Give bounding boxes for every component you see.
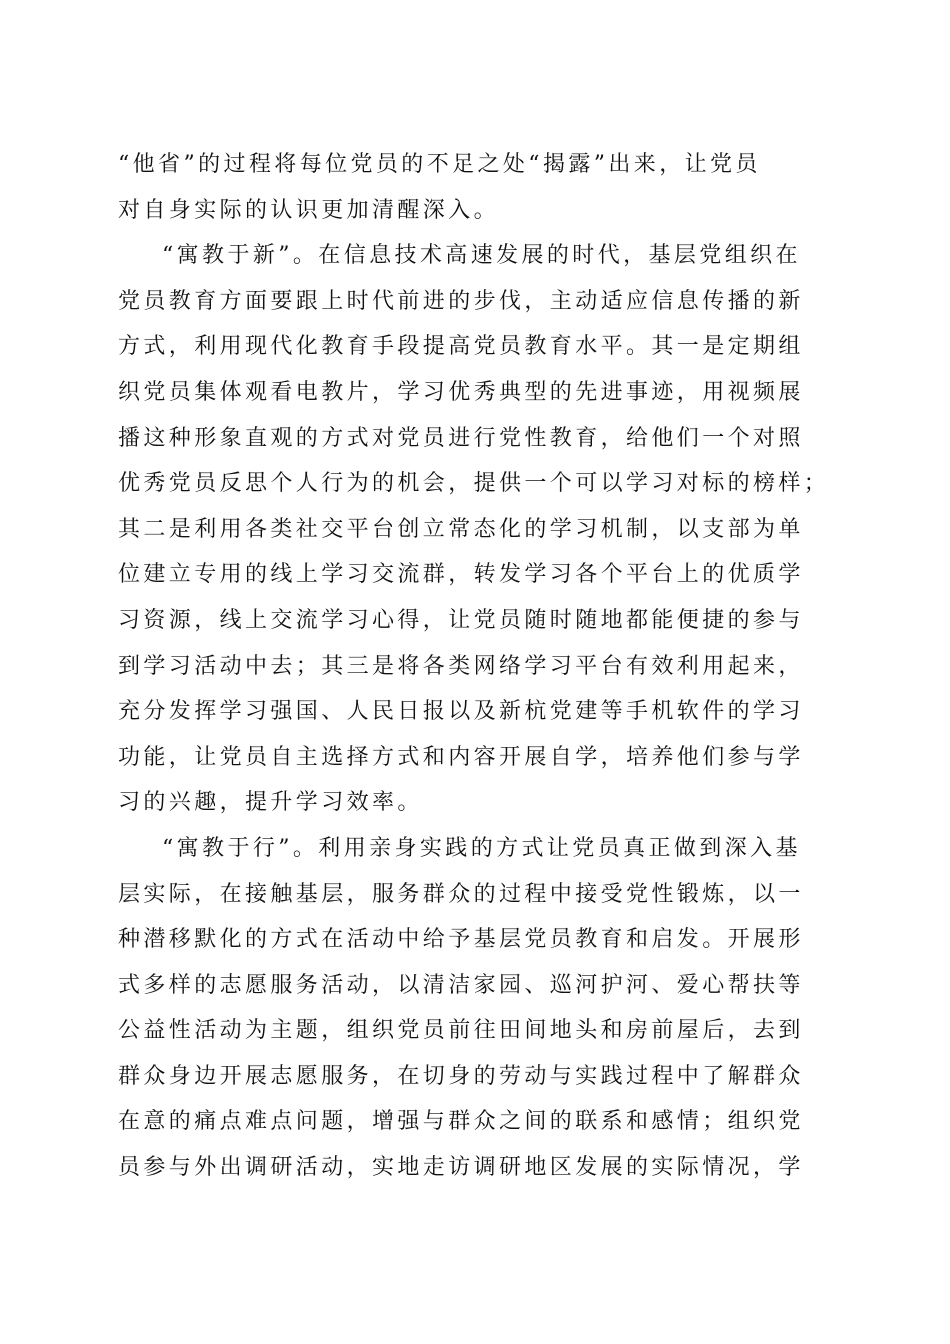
text-line: 方式，利用现代化教育手段提高党员教育水平。其一是定期组: [118, 334, 804, 360]
paragraph-start-line: “寓教于新”。在信息技术高速发展的时代，基层党组织在: [162, 243, 801, 269]
text-line: 员参与外出调研活动，实地走访调研地区发展的实际情况，学: [118, 1155, 804, 1181]
paragraph-start-line: “寓教于行”。利用亲身实践的方式让党员真正做到深入基: [162, 835, 801, 861]
text-line: 优秀党员反思个人行为的机会，提供一个可以学习对标的榜样；: [118, 471, 830, 497]
text-line: 位建立专用的线上学习交流群，转发学习各个平台上的优质学: [118, 562, 804, 588]
text-line: 群众身边开展志愿服务，在切身的劳动与实践过程中了解群众: [118, 1063, 804, 1089]
text-line: “他省”的过程将每位党员的不足之处“揭露”出来，让党员: [118, 152, 761, 177]
document-body: [118, 142, 830, 1191]
text-line: 到学习活动中去；其三是将各类网络学习平台有效利用起来，: [118, 653, 804, 679]
text-line: 在意的痛点难点问题，增强与群众之间的联系和感情；组织党: [118, 1109, 804, 1135]
text-line: 党员教育方面要跟上时代前进的步伐，主动适应信息传播的新: [118, 288, 804, 314]
text-line: 对自身实际的认识更加清醒深入。: [118, 197, 500, 223]
text-line: 其二是利用各类社交平台创立常态化的学习机制，以支部为单: [118, 516, 804, 542]
text-line: 习资源，线上交流学习心得，让党员随时随地都能便捷的参与: [118, 607, 804, 633]
text-line: 织党员集体观看电教片，学习优秀典型的先进事迹，用视频展: [118, 379, 804, 405]
text-line: 功能，让党员自主选择方式和内容开展自学，培养他们参与学: [118, 744, 804, 770]
text-line: 播这种形象直观的方式对党员进行党性教育，给他们一个对照: [118, 425, 804, 451]
text-line: 层实际，在接触基层，服务群众的过程中接受党性锻炼，以一: [118, 881, 804, 907]
text-line: 习的兴趣，提升学习效率。: [118, 790, 423, 816]
text-line: 种潜移默化的方式在活动中给予基层党员教育和启发。开展形: [118, 927, 804, 953]
text-line: 式多样的志愿服务活动，以清洁家园、巡河护河、爱心帮扶等: [118, 972, 804, 998]
text-line: 充分发挥学习强国、人民日报以及新杭党建等手机软件的学习: [118, 699, 804, 725]
text-line: 公益性活动为主题，组织党员前往田间地头和房前屋后，去到: [118, 1018, 804, 1044]
